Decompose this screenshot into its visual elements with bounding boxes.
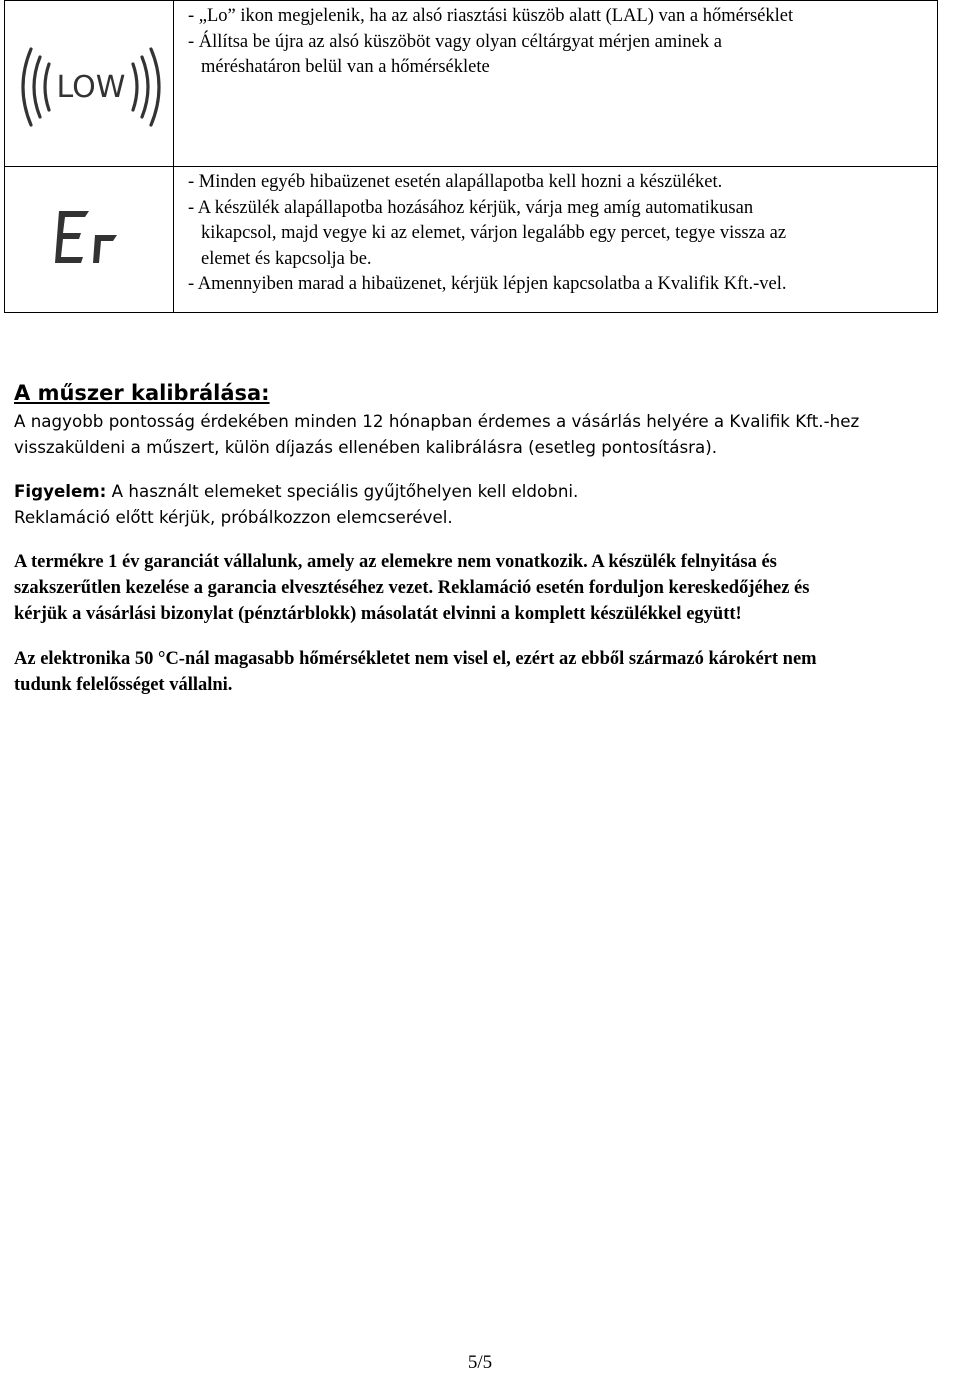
calibration-heading: A műszer kalibrálása: <box>14 381 270 405</box>
table-row-error <box>5 167 938 313</box>
error-line-5: - Amennyiben marad a hibaüzenet, kérjük lépjen kapcsolatba a Kvalifik Kft.-vel. <box>188 274 787 294</box>
error-icon-cell <box>5 167 174 313</box>
table-row-low <box>5 1 938 167</box>
notice-line-2: Reklamáció előtt kérjük, próbálkozzon elemcserével. <box>14 506 453 527</box>
error-er-icon <box>55 209 125 265</box>
warranty-line-2: szakszerűtlen kezelése a garancia elvesztéséhez vezet. Reklamáció esetén forduljon kereskedőjéhez és <box>14 578 810 598</box>
error-line-2: - A készülék alapállapotba hozásához kérjük, várja meg amíg automatikusan <box>188 197 754 218</box>
error-description <box>174 167 938 313</box>
low-icon-label: LOW <box>56 70 126 105</box>
low-line-2: - Állítsa be újra az alsó küszöböt vagy olyan céltárgyat mérjen aminek a <box>188 31 722 52</box>
low-line-1: - „Lo” ikon megjelenik, ha az alsó riasztási küszöb alatt (LAL) van a hőmérséklet <box>188 6 794 26</box>
error-line-1: - Minden egyéb hibaüzenet esetén alapállapotba kell hozni a készüléket. <box>188 172 723 192</box>
notice-label: Figyelem: <box>14 481 107 501</box>
temperature-line-2: tudunk felelősséget vállalni. <box>14 675 233 695</box>
warranty-line-3: kérjük a vásárlási bizonylat (pénztárblokk) másolatát elvinni a komplett készülékkel együtt! <box>14 604 742 624</box>
main-content <box>14 380 954 698</box>
calibration-line-1: A nagyobb pontosság érdekében minden 12 hónapban érdemes a vásárlás helyére a Kvalifik Kft.-hez <box>14 411 860 431</box>
low-icon-cell <box>5 1 174 167</box>
low-line-3: méréshatáron belül van a hőmérséklete <box>201 57 490 77</box>
notice-line-1 <box>14 479 954 505</box>
temperature-line-1: Az elektronika 50 °C-nál magasabb hőmérsékletet nem visel el, ezért az ebből származó károkért nem <box>14 649 817 669</box>
low-signal-icon <box>13 37 169 137</box>
notice-text: A használt elemeket speciális gyűjtőhelyen kell eldobni. <box>106 481 579 501</box>
warranty-line-1: A termékre 1 év garanciát vállalunk, amely az elemekre nem vonatkozik. A készülék felnyitása és <box>14 552 777 572</box>
low-description <box>174 1 938 167</box>
calibration-line-2: visszaküldeni a műszert, külön díjazás ellenében kalibrálásra (esetleg pontosításra). <box>14 436 718 457</box>
error-line-3: kikapcsol, majd vegye ki az elemet, várjon legalább egy percet, tegye vissza az <box>201 223 787 243</box>
error-line-4: elemet és kapcsolja be. <box>201 248 372 269</box>
page-number: 5/5 <box>467 1352 493 1373</box>
error-codes-table <box>4 0 938 313</box>
